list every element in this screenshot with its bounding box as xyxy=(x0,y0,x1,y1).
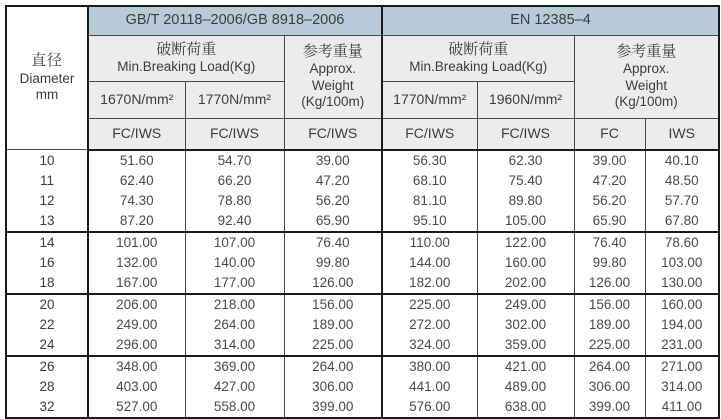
value-cell: 47.20 xyxy=(574,171,645,191)
diameter-cell: 16 xyxy=(6,253,88,273)
value-cell: 264.00 xyxy=(185,315,284,335)
value-cell: 359.00 xyxy=(477,335,574,356)
table-row xyxy=(6,335,719,356)
diameter-cell: 10 xyxy=(6,150,88,171)
section-title-gb: GB/T 20118–2006/GB 8918–2006 xyxy=(88,6,382,36)
value-cell: 81.10 xyxy=(382,191,477,211)
header-row-cores xyxy=(6,119,719,150)
diameter-header xyxy=(6,6,88,150)
table-row xyxy=(6,211,719,232)
value-cell: 576.00 xyxy=(382,397,477,418)
gb-weight-header xyxy=(284,36,382,119)
value-cell: 48.50 xyxy=(645,171,719,191)
value-cell: 99.80 xyxy=(284,253,382,273)
gb-grade-1770-header: 1770N/mm² xyxy=(185,82,284,119)
table-row xyxy=(6,273,719,294)
table-row xyxy=(6,356,719,377)
en-grade-1960-header: 1960N/mm² xyxy=(477,82,574,119)
value-cell: 92.40 xyxy=(185,211,284,232)
table-row xyxy=(6,171,719,191)
en-load-label-cn: 破断荷重 xyxy=(448,41,509,59)
value-cell: 369.00 xyxy=(185,356,284,377)
table-body xyxy=(6,150,719,418)
value-cell: 103.00 xyxy=(645,253,719,273)
value-cell: 380.00 xyxy=(382,356,477,377)
value-cell: 527.00 xyxy=(88,397,185,418)
value-cell: 66.20 xyxy=(185,171,284,191)
value-cell: 441.00 xyxy=(382,377,477,397)
diameter-cell: 12 xyxy=(6,191,88,211)
gb-core-header-1: FC/IWS xyxy=(88,119,185,150)
en-core-header-fc: FC xyxy=(574,119,645,150)
value-cell: 231.00 xyxy=(645,335,719,356)
gb-load-label-en: Min.Breaking Load(Kg) xyxy=(117,59,256,75)
value-cell: 249.00 xyxy=(477,294,574,315)
value-cell: 411.00 xyxy=(645,397,719,418)
table-row xyxy=(6,150,719,171)
value-cell: 399.00 xyxy=(284,397,382,418)
value-cell: 62.40 xyxy=(88,171,185,191)
value-cell: 189.00 xyxy=(284,315,382,335)
value-cell: 264.00 xyxy=(284,356,382,377)
wire-rope-spec-table xyxy=(5,5,720,419)
value-cell: 177.00 xyxy=(185,273,284,294)
value-cell: 296.00 xyxy=(88,335,185,356)
header-row-load xyxy=(6,36,719,82)
value-cell: 99.80 xyxy=(574,253,645,273)
value-cell: 306.00 xyxy=(284,377,382,397)
value-cell: 126.00 xyxy=(284,273,382,294)
value-cell: 76.40 xyxy=(574,232,645,253)
value-cell: 558.00 xyxy=(185,397,284,418)
en-core-header-2: FC/IWS xyxy=(477,119,574,150)
value-cell: 57.70 xyxy=(645,191,719,211)
value-cell: 75.40 xyxy=(477,171,574,191)
value-cell: 421.00 xyxy=(477,356,574,377)
value-cell: 324.00 xyxy=(382,335,477,356)
en-core-header-iws: IWS xyxy=(645,119,719,150)
value-cell: 218.00 xyxy=(185,294,284,315)
value-cell: 89.80 xyxy=(477,191,574,211)
value-cell: 427.00 xyxy=(185,377,284,397)
value-cell: 62.30 xyxy=(477,150,574,171)
table-row xyxy=(6,377,719,397)
diameter-cell: 13 xyxy=(6,211,88,232)
value-cell: 314.00 xyxy=(185,335,284,356)
value-cell: 68.10 xyxy=(382,171,477,191)
value-cell: 76.40 xyxy=(284,232,382,253)
value-cell: 74.30 xyxy=(88,191,185,211)
value-cell: 122.00 xyxy=(477,232,574,253)
diameter-unit: mm xyxy=(35,87,59,103)
value-cell: 348.00 xyxy=(88,356,185,377)
diameter-cell: 26 xyxy=(6,356,88,377)
gb-breaking-load-header xyxy=(88,36,284,82)
value-cell: 101.00 xyxy=(88,232,185,253)
diameter-cell: 32 xyxy=(6,397,88,418)
value-cell: 225.00 xyxy=(284,335,382,356)
value-cell: 249.00 xyxy=(88,315,185,335)
gb-load-label-cn: 破断荷重 xyxy=(156,41,217,59)
value-cell: 54.70 xyxy=(185,150,284,171)
gb-core-header-2: FC/IWS xyxy=(185,119,284,150)
section-title-en: EN 12385–4 xyxy=(382,6,719,36)
value-cell: 189.00 xyxy=(574,315,645,335)
gb-weight-label-en1: Approx. xyxy=(309,61,357,77)
table-row xyxy=(6,253,719,273)
diameter-label-cn: 直径 xyxy=(30,52,63,70)
value-cell: 167.00 xyxy=(88,273,185,294)
value-cell: 56.20 xyxy=(574,191,645,211)
diameter-cell: 18 xyxy=(6,273,88,294)
value-cell: 160.00 xyxy=(645,294,719,315)
diameter-label-en: Diameter xyxy=(19,70,75,86)
value-cell: 638.00 xyxy=(477,397,574,418)
value-cell: 56.20 xyxy=(284,191,382,211)
en-weight-label-en3: (Kg/100m) xyxy=(614,94,678,110)
diameter-cell: 24 xyxy=(6,335,88,356)
value-cell: 160.00 xyxy=(477,253,574,273)
value-cell: 126.00 xyxy=(574,273,645,294)
table-row xyxy=(6,232,719,253)
en-weight-label-en1: Approx. xyxy=(622,61,670,77)
value-cell: 78.60 xyxy=(645,232,719,253)
value-cell: 140.00 xyxy=(185,253,284,273)
value-cell: 51.60 xyxy=(88,150,185,171)
value-cell: 206.00 xyxy=(88,294,185,315)
value-cell: 132.00 xyxy=(88,253,185,273)
diameter-cell: 14 xyxy=(6,232,88,253)
diameter-cell: 11 xyxy=(6,171,88,191)
value-cell: 107.00 xyxy=(185,232,284,253)
gb-weight-label-cn: 参考重量 xyxy=(302,43,363,61)
value-cell: 67.80 xyxy=(645,211,719,232)
spec-table-container xyxy=(5,5,720,419)
diameter-cell: 20 xyxy=(6,294,88,315)
value-cell: 144.00 xyxy=(382,253,477,273)
value-cell: 202.00 xyxy=(477,273,574,294)
en-weight-label-en2: Weight xyxy=(625,77,668,93)
value-cell: 399.00 xyxy=(574,397,645,418)
en-core-header-1: FC/IWS xyxy=(382,119,477,150)
gb-grade-1670-header: 1670N/mm² xyxy=(88,82,185,119)
value-cell: 47.20 xyxy=(284,171,382,191)
value-cell: 306.00 xyxy=(574,377,645,397)
value-cell: 302.00 xyxy=(477,315,574,335)
en-grade-1770-header: 1770N/mm² xyxy=(382,82,477,119)
value-cell: 272.00 xyxy=(382,315,477,335)
value-cell: 65.90 xyxy=(574,211,645,232)
value-cell: 264.00 xyxy=(574,356,645,377)
value-cell: 105.00 xyxy=(477,211,574,232)
value-cell: 489.00 xyxy=(477,377,574,397)
value-cell: 56.30 xyxy=(382,150,477,171)
value-cell: 194.00 xyxy=(645,315,719,335)
value-cell: 40.10 xyxy=(645,150,719,171)
table-row xyxy=(6,294,719,315)
gb-core-header-3: FC/IWS xyxy=(284,119,382,150)
value-cell: 182.00 xyxy=(382,273,477,294)
value-cell: 87.20 xyxy=(88,211,185,232)
value-cell: 156.00 xyxy=(574,294,645,315)
en-weight-header xyxy=(574,36,719,119)
table-row xyxy=(6,397,719,418)
diameter-cell: 28 xyxy=(6,377,88,397)
value-cell: 225.00 xyxy=(382,294,477,315)
en-weight-label-cn: 参考重量 xyxy=(616,43,677,61)
table-row xyxy=(6,191,719,211)
value-cell: 156.00 xyxy=(284,294,382,315)
en-breaking-load-header xyxy=(382,36,574,82)
value-cell: 110.00 xyxy=(382,232,477,253)
en-load-label-en: Min.Breaking Load(Kg) xyxy=(409,59,548,75)
value-cell: 39.00 xyxy=(574,150,645,171)
header-row-standards xyxy=(6,6,719,36)
gb-weight-label-en2: Weight xyxy=(311,77,354,93)
value-cell: 403.00 xyxy=(88,377,185,397)
value-cell: 65.90 xyxy=(284,211,382,232)
value-cell: 225.00 xyxy=(574,335,645,356)
table-row xyxy=(6,315,719,335)
diameter-cell: 22 xyxy=(6,315,88,335)
gb-weight-label-en3: (Kg/100m) xyxy=(301,94,365,110)
value-cell: 130.00 xyxy=(645,273,719,294)
value-cell: 271.00 xyxy=(645,356,719,377)
value-cell: 95.10 xyxy=(382,211,477,232)
value-cell: 39.00 xyxy=(284,150,382,171)
value-cell: 78.80 xyxy=(185,191,284,211)
value-cell: 314.00 xyxy=(645,377,719,397)
